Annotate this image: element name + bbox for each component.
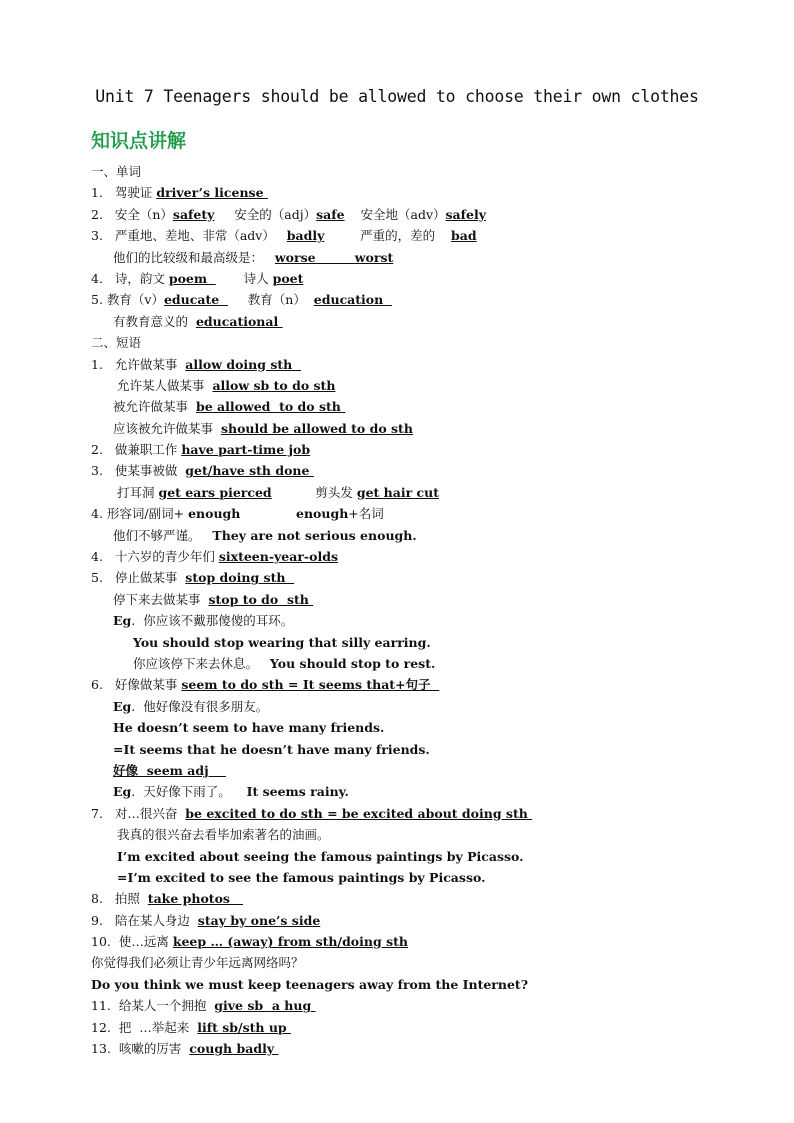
line-text: 10. 使…远离 xyxy=(91,934,173,950)
line-text: . 天好像下雨了。 xyxy=(131,784,247,800)
text-line xyxy=(91,781,771,802)
text-line xyxy=(91,589,771,610)
answer-text: keep … (away) from sth/doing sth xyxy=(172,934,408,950)
answer-text: safe xyxy=(316,206,345,222)
answer-text: get hair cut xyxy=(356,484,440,500)
text-line xyxy=(91,696,771,717)
line-text: 8. 拍照 xyxy=(91,891,148,907)
line-text: . 他好像没有很多朋友。 xyxy=(131,698,269,714)
line-text: Eg xyxy=(113,613,132,629)
text-line xyxy=(91,760,771,781)
text-line xyxy=(91,225,771,246)
text-line xyxy=(91,439,771,460)
text-line xyxy=(91,910,771,931)
line-text: He doesn’t seem to have many friends. xyxy=(113,720,385,736)
answer-text: allow sb to do sth xyxy=(212,377,336,393)
line-text: 4. 形容词/副词+ xyxy=(91,506,189,522)
text-line xyxy=(91,247,771,268)
line-text: 12. 把 …举起来 xyxy=(91,1019,198,1035)
text-line xyxy=(91,375,771,396)
line-text: You should stop wearing that silly earring. xyxy=(133,634,431,650)
line-text: =It seems that he doesn’t have many friends. xyxy=(113,741,430,757)
answer-text: educate xyxy=(163,292,228,308)
text-line xyxy=(91,482,771,503)
document-body xyxy=(91,161,771,1059)
line-text: I’m excited about seeing the famous paintings by Picasso. xyxy=(117,848,524,864)
line-text: enough xyxy=(188,506,241,522)
line-text: 教育（n） xyxy=(227,292,314,308)
text-line xyxy=(91,1038,771,1059)
line-text: 1. 允许做某事 xyxy=(91,356,186,372)
text-line xyxy=(91,354,771,375)
line-text: 你觉得我们必须让青少年远离网络吗？ xyxy=(91,955,304,971)
text-line xyxy=(91,567,771,588)
text-line xyxy=(91,182,771,203)
answer-text: safety xyxy=(172,206,215,222)
answer-text: stay by one’s side xyxy=(197,912,321,928)
line-text: 打耳洞 xyxy=(117,484,159,500)
answer-text: bad xyxy=(451,228,477,244)
line-text: They are not serious enough. xyxy=(212,527,417,543)
line-text: 应该被允许做某事 xyxy=(113,420,221,436)
line-text: 被允许做某事 xyxy=(113,399,196,415)
line-text: 有教育意义的 xyxy=(113,313,196,329)
line-text: 诗人 xyxy=(215,270,273,286)
answer-text: education xyxy=(313,292,392,308)
answer-text: allow doing sth xyxy=(185,356,301,372)
answer-text: lift sb/sth up xyxy=(197,1019,292,1035)
line-text: You should stop to rest. xyxy=(269,655,436,671)
line-text: 一、单词 xyxy=(91,164,142,179)
line-text: Eg xyxy=(113,698,132,714)
line-text: 严重的，差的 xyxy=(324,228,452,244)
line-text: 二、短语 xyxy=(91,335,142,351)
text-line xyxy=(91,888,771,909)
answer-text: give sb a hug xyxy=(214,998,316,1014)
text-line xyxy=(91,974,771,995)
text-line xyxy=(91,525,771,546)
answer-text: be excited to do sth = be excited about doing sth xyxy=(185,805,533,821)
section-heading: 知识点讲解 xyxy=(91,130,187,152)
answer-text: be allowed to do sth xyxy=(195,399,346,415)
answer-text: 好像 seem adj xyxy=(113,762,226,778)
text-line xyxy=(91,204,771,225)
document-title: Unit 7 Teenagers should be allowed to choose their own clothes xyxy=(95,87,699,106)
line-text: 6. 好像做某事 xyxy=(91,677,182,693)
answer-text: sixteen-year-olds xyxy=(218,549,338,565)
text-line xyxy=(91,803,771,824)
text-line xyxy=(91,995,771,1016)
answer-text: educational xyxy=(195,313,283,329)
line-text: 他们不够严谨。 xyxy=(113,527,213,543)
line-text: 允许某人做某事 xyxy=(117,377,213,393)
text-line xyxy=(91,503,771,524)
answer-text: get/have sth done xyxy=(185,463,314,479)
text-line xyxy=(91,396,771,417)
line-text: 剪头发 xyxy=(271,484,357,500)
text-line xyxy=(91,674,771,695)
line-text: 你应该停下来去休息。 xyxy=(133,655,270,671)
text-line xyxy=(91,867,771,888)
text-line xyxy=(91,1017,771,1038)
answer-text: seem to do sth = It seems that+句子 xyxy=(181,677,440,693)
text-line xyxy=(91,418,771,439)
answer-text: stop to do sth xyxy=(208,591,314,607)
answer-text: get ears pierced xyxy=(158,484,272,500)
line-text: 我真的很兴奋去看毕加索著名的油画。 xyxy=(117,827,330,843)
answer-text: poet xyxy=(272,270,304,286)
line-text: +名词 xyxy=(348,506,384,522)
text-line xyxy=(91,311,771,332)
line-text: 4. 诗，韵文 xyxy=(91,270,169,286)
text-line xyxy=(91,931,771,952)
answer-text: badly xyxy=(286,228,325,244)
answer-text: cough badly xyxy=(189,1041,279,1057)
line-text: 4. 十六岁的青少年们 xyxy=(91,549,219,565)
line-text: 5. 停止做某事 xyxy=(91,570,186,586)
line-text: Do you think we must keep teenagers away from the Internet? xyxy=(91,976,529,992)
text-line xyxy=(91,952,771,973)
line-text: 11. 给某人一个拥抱 xyxy=(91,998,215,1014)
text-line xyxy=(91,460,771,481)
text-line xyxy=(91,717,771,738)
line-text: 7. 对…很兴奋 xyxy=(91,805,186,821)
line-text: 9. 陪在某人身边 xyxy=(91,912,198,928)
line-text: 停下来去做某事 xyxy=(113,591,209,607)
answer-text: poem xyxy=(168,270,216,286)
line-text: 13. 咳嗽的厉害 xyxy=(91,1041,190,1057)
text-line xyxy=(91,653,771,674)
text-line xyxy=(91,289,771,310)
line-text: 1. 驾驶证 xyxy=(91,185,157,201)
line-text: 5. 教育（v） xyxy=(91,292,164,308)
line-text: 3. 使某事被做 xyxy=(91,463,186,479)
line-text: =I’m excited to see the famous paintings by Picasso. xyxy=(117,869,486,885)
line-text: 安全的（adj） xyxy=(214,206,317,222)
line-text: 2. 安全（n） xyxy=(91,206,173,222)
text-line xyxy=(91,632,771,653)
line-text xyxy=(240,506,296,521)
text-line xyxy=(91,824,771,845)
text-line xyxy=(91,332,771,353)
answer-text: stop doing sth xyxy=(185,570,295,586)
text-line xyxy=(91,739,771,760)
answer-text: take photos xyxy=(147,891,244,907)
text-line xyxy=(91,610,771,631)
line-text: 2. 做兼职工作 xyxy=(91,442,182,458)
answer-text: have part-time job xyxy=(181,442,311,458)
answer-text: worse worst xyxy=(274,249,394,265)
line-text: It seems rainy. xyxy=(246,784,349,800)
line-text: 3. 严重地、差地、非常（adv） xyxy=(91,228,287,244)
line-text: 他们的比较级和最高级是： xyxy=(113,249,275,265)
line-text: . 你应该不戴那傻傻的耳环。 xyxy=(131,613,294,629)
text-line xyxy=(91,161,771,182)
text-line xyxy=(91,846,771,867)
answer-text: driver’s license xyxy=(156,185,268,201)
answer-text: should be allowed to do sth xyxy=(220,420,413,436)
text-line xyxy=(91,546,771,567)
text-line xyxy=(91,268,771,289)
answer-text: safely xyxy=(445,206,486,222)
line-text: 安全地（adv） xyxy=(344,206,446,222)
line-text: Eg xyxy=(113,784,132,800)
line-text: enough xyxy=(296,506,349,522)
